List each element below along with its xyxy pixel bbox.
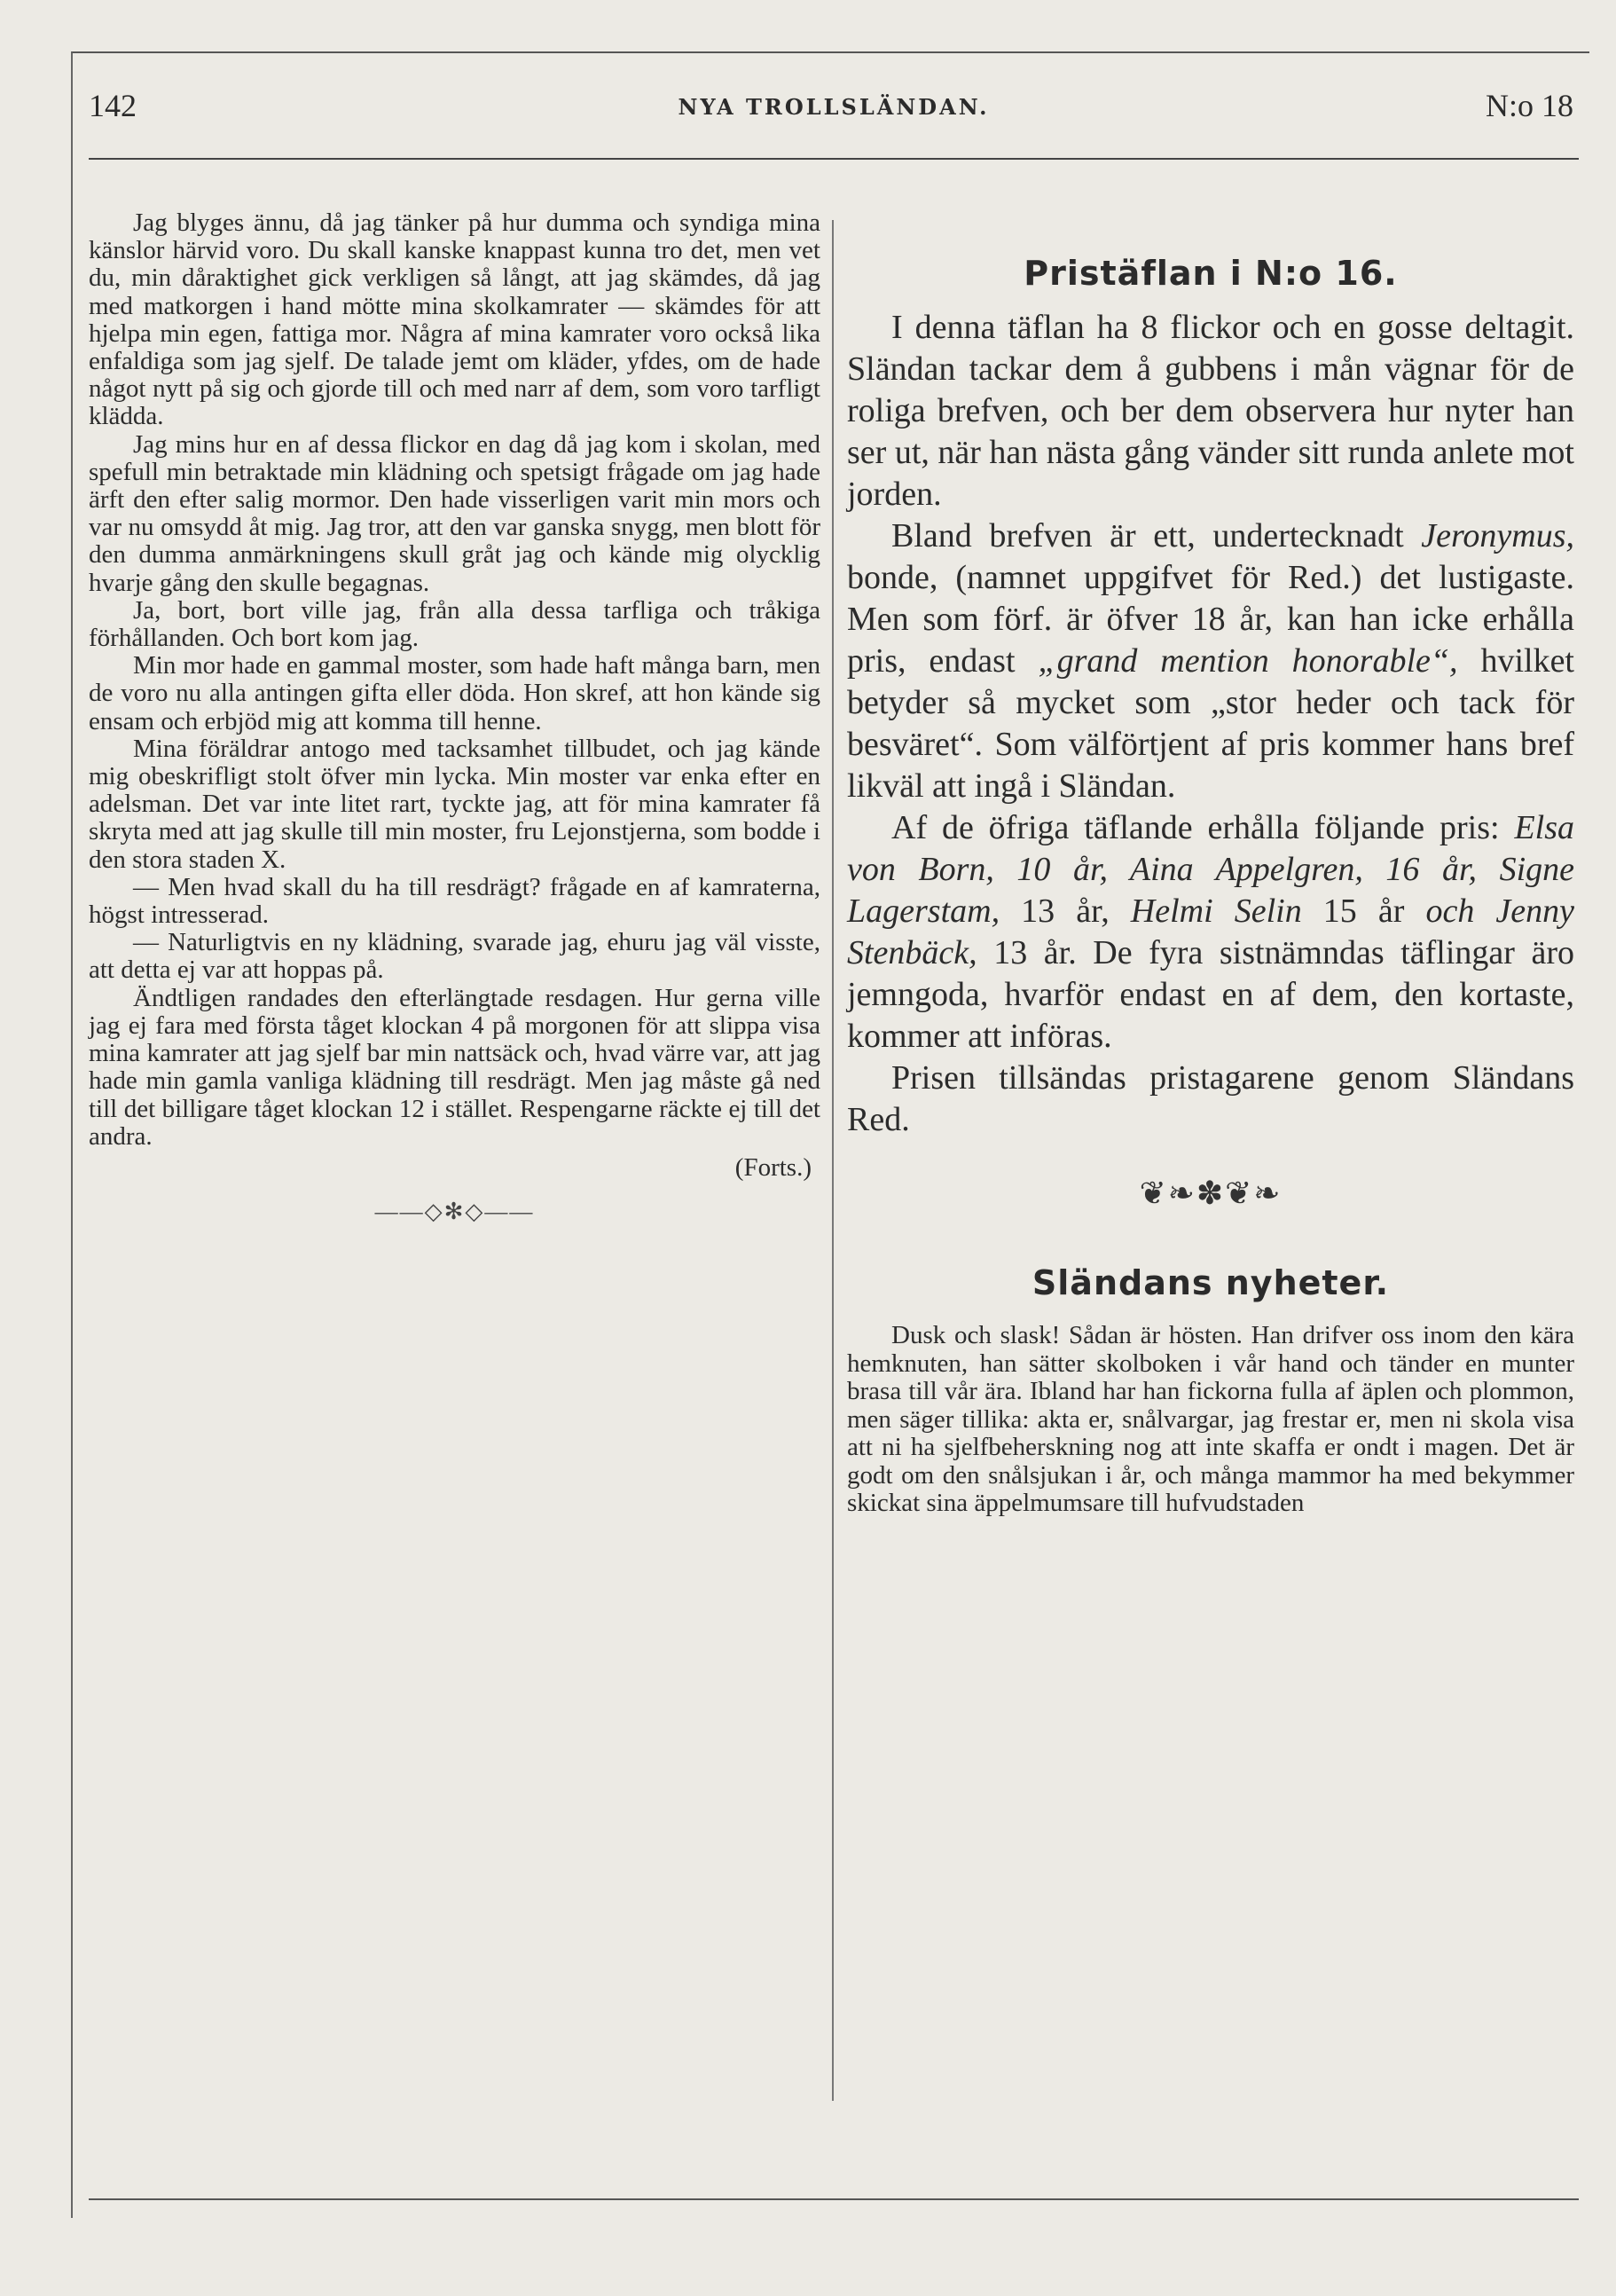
prize-paragraph-1: I denna täflan ha 8 flickor och en gosse deltagit. Sländan tackar dem å gubbens i mån vägnar för de roliga brefven, och ber dem observera hur nyter han ser ut, när han nästa gång vänder sitt runda anlete mot jorden. (847, 309, 1574, 513)
story-paragraph-7: — Naturligtvis en ny klädning, svarade jag, ehuru jag väl visste, att detta ej var att hoppas på. (89, 928, 820, 985)
story-paragraph-2: Jag mins hur en af dessa flickor en dag då jag kom i skolan, med spefull min betraktade min klädning och spetsigt frågade om jag hade ärft den efter salig mormor. Den hade visserligen varit min mors och var nu omsydd åt mig. Jag tror, att den var ganska snygg, men blott för den dumma anmärkningens skull gråt jag och kände mig olycklig hvarje gång den skulle begagnas. (89, 429, 820, 597)
news-heading: Sländans nyheter. (1032, 1263, 1390, 1302)
end-ornament: ——◇✻◇—— (374, 1199, 535, 1225)
news-paragraph-1: Dusk och slask! Sådan är hösten. Han drifver oss inom den kära hemknuten, han sätter skolboken i vår hand och tänder en munter brasa till vår ära. Ibland har han fickorna fulla af äplen och plommon, men säger tillika: akta er, snålvargar, jag frestar er, men ni skola visa att ni ha sjelfbeherskning nog att inte skaffa er ondt i magen. Det är godt om den snålsjukan i år, och många mammor ha med bekymmer skickat sina äppelmumsare till hufvudstaden (847, 1321, 1574, 1517)
column-divider (832, 220, 834, 2101)
prize-paragraph-2: Bland brefven är ett, undertecknadt Jeronymus, bonde, (namnet uppgifvet för Red.) det lustigaste. Men som förf. är öfver 18 år, kan han icke erhålla pris, endast „grand mention honorable“, hvilket betyder så mycket som „stor heder och tack för besväret“. Som välförtjent af pris kommer hans bref likväl att ingå i Sländan. (847, 517, 1574, 805)
prize-section (847, 254, 1574, 1141)
prize-paragraph-4: Prisen tillsändas pristagarene genom Sländans Red. (847, 1059, 1574, 1138)
story-paragraph-3: Ja, bort, bort ville jag, från alla dessa tarfliga och tråkiga förhållanden. Och bort kom jag. (89, 595, 820, 653)
continued-note: (Forts.) (734, 1152, 812, 1182)
prize-paragraph-3: Af de öfriga täflande erhålla följande pris: Elsa von Born, 10 år, Aina Appelgren, 16 år, Signe Lagerstam, 13 år, Helmi Selin 15 år och Jenny Stenbäck, 13 år. De fyra sistnämndas täflingar äro jemngoda, hvarför endast en af dem, den kortaste, kommer att införas. (847, 809, 1574, 1055)
mention-phrase: „grand mention honorable“, (1038, 642, 1458, 680)
section-ornament: ❦❧✽❦❧ (1139, 1176, 1283, 1211)
story-paragraph-5: Mina föräldrar antogo med tacksamhet tillbudet, och jag kände mig obeskrifligt stolt öfver min lycka. Min moster var enka efter en adelsman. Det var inte litet rart, tyckte jag, att för mina kamrater få skryta med att jag skulle till min moster, fru Lejonstjerna, som bodde i den stora staden X. (89, 734, 820, 874)
issue-number: N:o 18 (1486, 88, 1573, 123)
left-column (89, 209, 820, 1225)
publication-title: NYA TROLLSLÄNDAN. (678, 94, 990, 120)
header-rule (89, 158, 1579, 160)
story-paragraph-1: Jag blyges ännu, då jag tänker på hur dumma och syndiga mina känslor härvid voro. Du skall kanske knappast kunna tro det, men vet du, min dåraktighet gick verkligen så långt, att jag skämdes, då jag med matkorgen i hand mötte mina skolkamrater — skämdes för att hjelpa min egen, fattiga mor. Några af mina kamrater voro också lika enfaldiga som jag sjelf. De talade jemt om kläder, yfdes, om de hade något nytt på sig och gjorde till och med narr af dem, som voro tarfligt klädda. (89, 208, 820, 431)
news-section (847, 1263, 1574, 1518)
story-paragraph-8: Ändtligen randades den efterlängtade resdagen. Hur gerna ville jag ej fara med första tåget klockan 4 på morgonen för att slippa visa mina kamrater att jag sjelf bar min nattsäck och, hvad värre var, att jag hade min gamla vanliga klädning till resdrägt. Men jag måste gå ned till det billigare tåget klockan 12 i stället. Respengarne räckte ej till det andra. (89, 983, 820, 1151)
prize-heading: Pristäflan i N:o 16. (1024, 254, 1398, 293)
page-number: 142 (89, 88, 137, 123)
author-name: Jeronymus, (1421, 517, 1574, 554)
story-paragraph-6: — Men hvad skall du ha till resdrägt? frågade en af kamraterna, högst intresserad. (89, 872, 820, 930)
page-header (89, 87, 1579, 140)
right-column (847, 254, 1574, 1518)
story-paragraph-4: Min mor hade en gammal moster, som hade haft många barn, men de voro nu alla antingen gifta eller döda. Hon skref, att hon kände sig ensam och erbjöd mig att komma till henne. (89, 651, 820, 735)
bottom-rule (89, 2198, 1579, 2200)
